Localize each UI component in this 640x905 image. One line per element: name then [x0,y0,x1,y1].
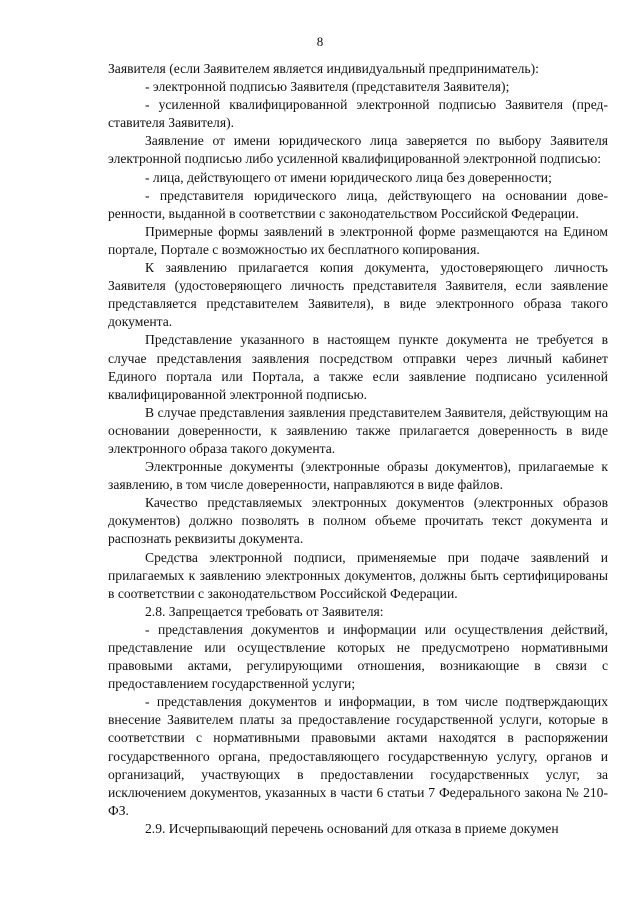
list-item-qualified-signature: - усиленной квалифицированной электронной подписью Заявителя (представителя Заявителя). [108,97,608,131]
section-heading-2-9: 2.9. Исчерпывающий перечень оснований для отказа в приеме докумен [145,820,559,836]
page-number: 8 [316,34,324,49]
paragraph-signature-tools: Средства электронной подписи, применяемые при подаче заявлений и прилагаемых к заявлению электронных документов, должны быть сертифицированы в соответствии с законодательством Российской Федерации. [108,549,608,601]
list-item-without-power-of-attorney: - лица, действующего от имени юридического лица без доверенности; [145,169,552,185]
section-heading-2-8: 2.8. Запрещается требовать от Заявителя: [145,603,384,619]
list-item-documents-or-actions: - представления документов и информации или осуществления действий, представление или осуществление которых не предусмотрено нормативными правовыми актами, регулирующими отношения, возникающие в связи с предоставлением государственной услуги; [108,621,608,692]
list-item-with-power-of-attorney: - представителя юридического лица, действующего на основании доверенности, выданной в соответствии с законодательством Российской Федерации. [108,187,608,221]
paragraph-not-required: Представление указанного в настоящем пункте документа не требуется в случае представления заявления посредством отправки через личный кабинет Единого портала или Портала, а также если заявление подписано усиленной квалифицированной электронной подписью. [108,332,608,402]
paragraph-1: Заявителя (если Заявителем является индивидуальный предприниматель): [108,61,539,76]
paragraph-electronic-documents: Электронные документы (электронные образы документов), прилагаемые к заявлению, в том числе доверенности, направляются в виде файлов. [108,459,608,493]
document-body [108,60,608,838]
paragraph-representative: В случае представления заявления представителем Заявителя, действующим на основании доверенности, к заявлению также прилагается доверенность в виде электронного образа такого документа. [108,404,608,456]
paragraph-sample-forms: Примерные формы заявлений в электронной форме размещаются на Едином портале, Портале с возможностью их бесплатного копирования. [108,223,608,257]
paragraph-legal-entity: Заявление от имени юридического лица заверяется по выбору Заявителя электронной подписью либо усиленной квалифицированной электронной подписью: [108,133,608,167]
paragraph-identity-document: К заявлению прилагается копия документа, удостоверяющего личность Заявителя (удостоверяющего личность представителя Заявителя, если заявление представляется представителем Заявителя), в виде электронного образа такого документа. [108,260,608,330]
list-item-electronic-signature: - электронной подписью Заявителя (представителя Заявителя); [145,79,510,95]
list-item-documents-and-information: - представления документов и информации, в том числе подтверждающих внесение Заявителем платы за предоставление государственной услуги, которые в соответствии с нормативными правовыми актами находятся в распоряжении государственного органа, предоставляющего государственную услугу, органов и организаций, участвующих в предоставлении государственных услуг, за исключением документов, указанных в части 6 статьи 7 Федерального закона № 210-ФЗ. [108,694,608,818]
paragraph-quality: Качество представляемых электронных документов (электронных образов документов) должно позволять в полном объеме прочитать текст документа и распознать реквизиты документа. [108,495,608,547]
